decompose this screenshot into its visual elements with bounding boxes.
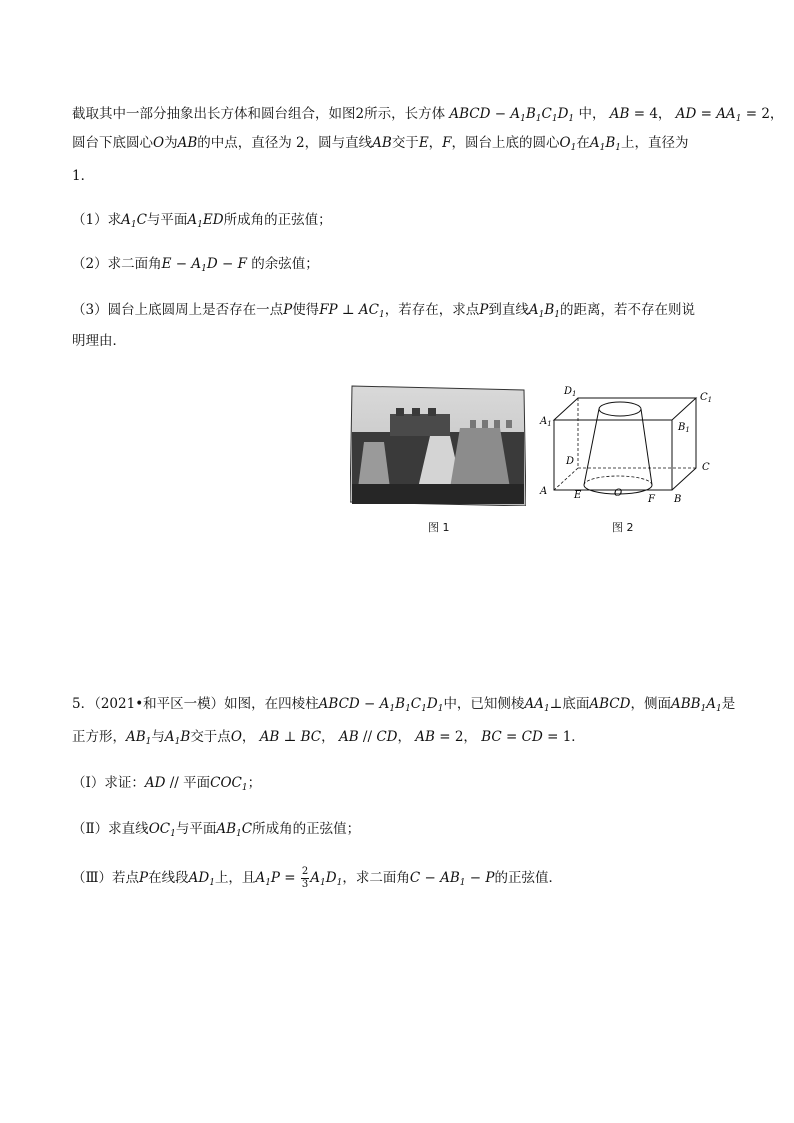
label-O: O: [614, 488, 623, 499]
problem5-question1: （Ⅰ）求证：AD // 平面$COC_1$；: [72, 775, 262, 793]
label-E: E: [574, 490, 582, 501]
label-F: F: [648, 494, 655, 505]
fraction-two-thirds: $\frac{2}{3}$: [301, 866, 309, 890]
label-D: D: [566, 456, 575, 467]
label-D1: $D_1$: [564, 386, 577, 398]
problem5-line1: 5．（2021•和平区一模）如图，在四棱柱ABCD − $A_1B_1C_1D_1$中，已知侧棱$AA_1\perp$底面ABCD，侧面$ABB_1A_1$是: [72, 696, 736, 714]
problem5-question3: （Ⅲ）若点P在线段$AD_1$上，且$A_1P$ = $\frac{2}{3}$ $A_1D_1$，求二面角$C - AB_1 - P$的正弦值．: [72, 866, 562, 890]
figure1-caption: 图 1: [428, 521, 450, 534]
label-C: C: [702, 462, 710, 473]
label-B: B: [674, 494, 682, 505]
problem4-question3: （3）圆台上底圆周上是否存在一点P使得FP ⊥ $AC_1$，若存在，求点P到直线$A_1B_1$的距离，若不存在则说: [72, 302, 695, 320]
problem4-question3-line2: 明理由．: [72, 333, 126, 349]
problem4-line3: 1．: [72, 168, 95, 184]
problem4-line2: 圆台下底圆心O为AB的中点，直径为 2，圆与直线AB交于E，F，圆台上底的圆心$O_1$在$A_1B_1$上，直径为: [72, 135, 689, 153]
problem5-line2: 正方形，$AB_1$与$A_1B$交于点O， AB ⊥ BC， AB // CD， AB = 2， BC = CD = 1．: [72, 729, 585, 747]
figure2-caption: 图 2: [612, 521, 634, 534]
figure1-photo: [350, 384, 526, 506]
problem4-question2: （2）求二面角$E - A_1D - F$ 的余弦值；: [72, 256, 319, 274]
label-C1: $C_1$: [700, 392, 713, 404]
figure2-diagram: [532, 380, 722, 510]
label-B1: $B_1$: [678, 422, 690, 434]
label-A: A: [540, 486, 548, 497]
problem4-line1: 截取其中一部分抽象出长方体和圆台组合，如图2所示，长方体 ABCD − $A_1B_1C_1D_1$ 中， AB = 4， AD = $AA_1 = 2$，: [72, 106, 784, 124]
problem4-question1: （1）求$A_1C$与平面$A_1ED$所成角的正弦值；: [72, 212, 332, 230]
label-A1: $A_1$: [540, 416, 552, 428]
problem5-question2: （Ⅱ）求直线$OC_1$与平面$AB_1C$所成角的正弦值；: [72, 821, 361, 839]
